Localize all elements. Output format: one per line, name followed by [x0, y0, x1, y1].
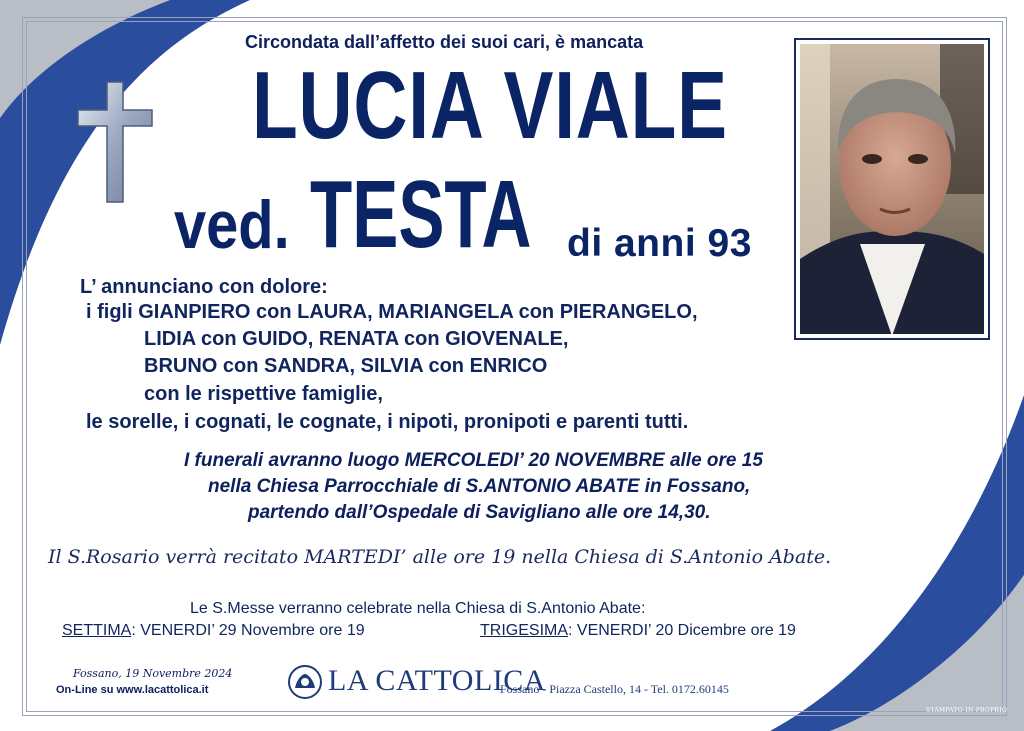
age-text: di anni 93: [567, 222, 752, 265]
stamp-note: STAMPATO IN PROPRIO: [926, 707, 1008, 714]
rosary-text: Il S.Rosario verrà recitato MARTEDI’ alle ore 19 nella Chiesa di S.Antonio Abate.: [48, 546, 832, 568]
trigesima-label: TRIGESIMA: [480, 622, 569, 639]
cross-icon: [76, 80, 154, 204]
la-cattolica-logo-icon: [287, 664, 323, 700]
intro-text: Circondata dall’affetto dei suoi cari, è mancata: [245, 32, 644, 52]
announce-line: L’ annunciano con dolore:: [80, 276, 328, 298]
funeral-line: I funerali avranno luogo MERCOLEDI’ 20 NOVEMBRE alle ore 15: [184, 450, 763, 471]
announce-line: BRUNO con SANDRA, SILVIA con ENRICO: [144, 355, 548, 377]
announce-line: le sorelle, i cognati, le cognate, i nipoti, pronipoti e parenti tutti.: [86, 411, 689, 433]
footer-address: Fossano - Piazza Castello, 14 - Tel. 0172.60145: [500, 682, 729, 696]
funeral-line: nella Chiesa Parrocchiale di S.ANTONIO ABATE in Fossano,: [208, 476, 751, 497]
settima-line: [62, 622, 365, 640]
settima-text: : VENERDI’ 29 Novembre ore 19: [131, 622, 365, 639]
masses-line: Le S.Messe verranno celebrate nella Chiesa di S.Antonio Abate:: [190, 600, 646, 617]
portrait-photo: [794, 38, 990, 340]
deceased-name: LUCIA VIALE: [252, 52, 728, 159]
trigesima-text: : VENERDI’ 20 Dicembre ore 19: [568, 622, 796, 639]
footer-date: Fossano, 19 Novembre 2024: [73, 667, 233, 680]
settima-label: SETTIMA: [62, 622, 132, 639]
trigesima-line: [480, 622, 796, 640]
portrait-image: [800, 44, 984, 334]
footer-website: On-Line su www.lacattolica.it: [56, 684, 209, 696]
married-surname: TESTA: [310, 161, 532, 268]
brand-name: LA CATTOLICA: [328, 664, 546, 697]
announce-line: i figli GIANPIERO con LAURA, MARIANGELA con PIERANGELO,: [86, 301, 698, 323]
announce-line: LIDIA con GUIDO, RENATA con GIOVENALE,: [144, 328, 569, 350]
funeral-line: partendo dall’Ospedale di Savigliano alle ore 14,30.: [248, 502, 711, 523]
widow-prefix: ved.: [174, 187, 290, 263]
announce-line: con le rispettive famiglie,: [144, 383, 383, 405]
